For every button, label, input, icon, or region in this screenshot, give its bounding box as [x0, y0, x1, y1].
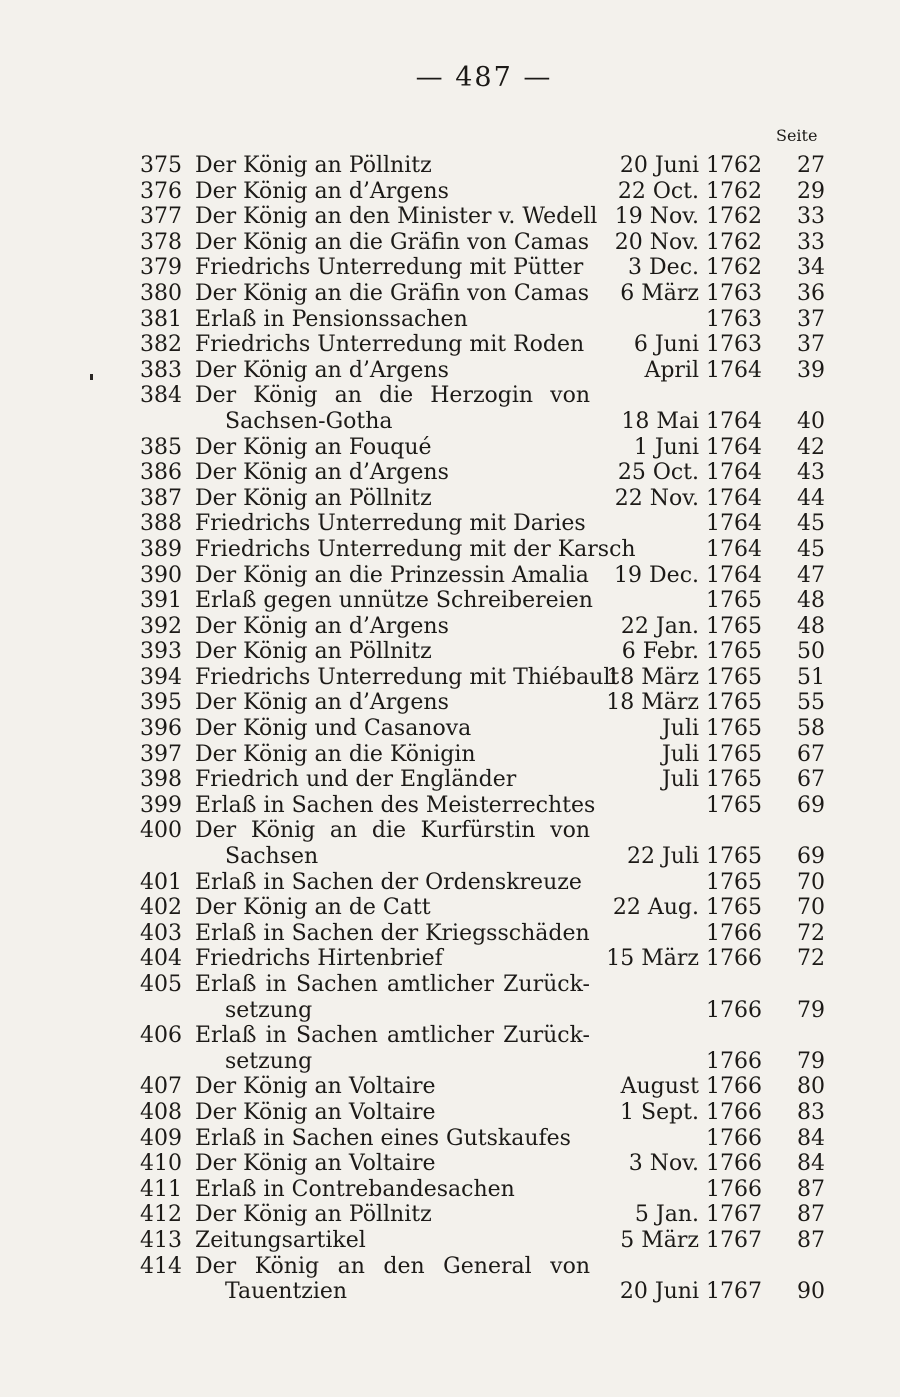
entry-title-continuation: setzung [225, 1048, 313, 1074]
entry-date: 1766 [706, 997, 762, 1023]
entry-number: 378 [140, 229, 182, 255]
entry-title-text: Erlaß in Contrebandesachen [195, 1176, 515, 1202]
entry-number: 410 [140, 1151, 182, 1177]
entry-title [195, 895, 595, 921]
entry-page-number: 80 [797, 1074, 825, 1100]
entry-page-number: 87 [797, 1176, 825, 1202]
entry-title-continuation: Sachsen-Gotha [225, 408, 393, 434]
entry-title-text: Der König an den Minister v. Wedell [195, 204, 598, 230]
toc-entry [140, 511, 840, 537]
entry-title-continuation: setzung [225, 997, 313, 1023]
entry-number: 400 [140, 818, 182, 844]
entry-number: 387 [140, 485, 182, 511]
entry-number: 402 [140, 895, 182, 921]
entry-title-text: Friedrichs Unterredung mit Roden [195, 332, 585, 358]
entry-date: 20 Juni 1762 [619, 153, 762, 178]
entry-date: 5 März 1767 [620, 1227, 762, 1253]
toc-entry [140, 1228, 840, 1254]
page-number: — 487 — [415, 62, 553, 93]
entry-title-text: Der König an Pöllnitz [195, 1202, 432, 1228]
entry-page-number: 69 [797, 844, 825, 870]
entry-title [195, 511, 595, 537]
entry-date: 25 Oct. 1764 [617, 460, 762, 486]
entry-date: 18 März 1765 [606, 690, 762, 716]
entry-date: 6 Juni 1763 [633, 332, 762, 358]
entry-title [195, 870, 595, 896]
toc-entry [140, 665, 840, 691]
entry-date: 1764 [706, 511, 762, 537]
entry-page-number: 83 [797, 1099, 825, 1125]
entry-title-text: Der König an die Kurfürstin von [195, 818, 590, 844]
entry-date: 19 Dec. 1764 [614, 562, 762, 588]
toc-entry [140, 281, 840, 307]
entry-date: 1 Juni 1764 [633, 434, 762, 460]
entry-page-number: 36 [797, 280, 825, 306]
entry-page-number: 48 [797, 588, 825, 614]
entry-page-number: 34 [797, 255, 825, 281]
entry-title [195, 716, 595, 742]
entry-title-text: Der König an de Catt [195, 895, 431, 921]
entry-date: Juli 1765 [661, 716, 762, 742]
entry-number: 396 [140, 716, 182, 742]
entry-date: Juli 1765 [661, 767, 762, 793]
entry-title-text: Friedrichs Hirtenbrief [195, 946, 443, 972]
entry-title-text: Der König an d’Argens [195, 690, 449, 716]
entry-date: 20 Nov. 1762 [614, 229, 762, 255]
entry-title-text: Friedrichs Unterredung mit Pütter [195, 255, 584, 281]
entry-date: 22 Juli 1765 [626, 844, 762, 870]
entry-date: 20 Juni 1767 [619, 1279, 762, 1305]
entry-title [195, 332, 595, 358]
entry-date: April 1764 [644, 357, 762, 383]
entry-page-number: 51 [797, 664, 825, 690]
entry-date: 5 Jan. 1767 [634, 1202, 762, 1228]
entry-page-number: 67 [797, 741, 825, 767]
entry-date: 19 Nov. 1762 [614, 204, 762, 230]
entry-page-number: 87 [797, 1202, 825, 1228]
toc-entry [140, 307, 840, 333]
toc-entry [140, 1177, 840, 1203]
entry-number: 395 [140, 690, 182, 716]
entry-title [195, 255, 595, 281]
toc-entry [140, 716, 840, 742]
entry-number: 406 [140, 1023, 182, 1049]
entry-page-number: 50 [797, 639, 825, 665]
entry-title-text: Der König an die Herzogin von [195, 383, 590, 409]
entry-page-number: 29 [797, 178, 825, 204]
entry-date: 3 Nov. 1766 [628, 1151, 762, 1177]
entry-title [195, 664, 620, 691]
toc-entry [140, 639, 840, 665]
entry-title-text: Friedrichs Unterredung mit der Karsch [195, 536, 636, 562]
entry-number: 384 [140, 383, 182, 409]
entry-title-text: Der König an Voltaire [195, 1099, 436, 1125]
toc-entry [140, 230, 840, 256]
toc-entry [140, 946, 840, 972]
entry-date: 22 Oct. 1762 [617, 178, 762, 204]
entry-title [195, 588, 595, 614]
entry-title-text: Der König an Pöllnitz [195, 639, 432, 665]
entry-page-number: 47 [797, 562, 825, 588]
entry-number: 383 [140, 357, 182, 383]
entry-page-number: 90 [797, 1279, 825, 1305]
entry-page-number: 42 [797, 434, 825, 460]
entry-title [195, 1151, 595, 1177]
entry-number: 397 [140, 741, 182, 767]
entry-date: 18 März 1765 [606, 664, 762, 690]
toc-entry [140, 1254, 840, 1305]
entry-number: 386 [140, 460, 182, 486]
entry-title-text: Erlaß in Sachen eines Gutskaufes [195, 1125, 571, 1151]
entry-title [195, 358, 595, 384]
entry-page-number: 72 [797, 920, 825, 946]
entry-title-text: Der König an d’Argens [195, 178, 449, 204]
entry-date: 1766 [706, 1176, 762, 1202]
entry-title [195, 767, 595, 793]
toc-entry [140, 460, 840, 486]
toc-entry [140, 1126, 840, 1152]
entry-page-number: 43 [797, 460, 825, 486]
entry-title [195, 1023, 590, 1074]
entry-title-continuation: Sachsen [225, 844, 319, 870]
entry-title-text: Erlaß in Sachen amtlicher Zurück- [195, 972, 590, 997]
entry-number: 414 [140, 1253, 182, 1279]
entry-title [195, 946, 595, 972]
margin-mark [90, 374, 93, 380]
entry-title-text: Erlaß in Sachen der Ordenskreuze [195, 869, 582, 895]
entry-title [195, 486, 595, 512]
entry-title [195, 230, 595, 256]
entry-date: August 1766 [620, 1074, 762, 1100]
entry-title-text: Erlaß in Pensionssachen [195, 306, 468, 332]
entry-title-text: Der König an den General von [195, 1253, 590, 1279]
entry-date: 3 Dec. 1762 [628, 255, 762, 281]
entry-title-text: Zeitungsartikel [195, 1227, 366, 1253]
entry-title [195, 1100, 595, 1126]
entry-page-number: 27 [797, 153, 825, 178]
entry-date: 1 Sept. 1766 [620, 1099, 762, 1125]
entry-number: 389 [140, 536, 182, 562]
entry-number: 408 [140, 1099, 182, 1125]
entry-title [195, 639, 595, 665]
entry-title-text: Der König an Pöllnitz [195, 153, 432, 178]
entry-title-text: Erlaß in Sachen des Meisterrechtes [195, 792, 596, 818]
entry-title [195, 1202, 595, 1228]
entry-title-text: Der König an d’Argens [195, 613, 449, 639]
entry-title-text: Der König und Casanova [195, 716, 472, 742]
entry-title [195, 536, 636, 563]
entry-number: 393 [140, 639, 182, 665]
entry-number: 391 [140, 588, 182, 614]
entry-page-number: 70 [797, 895, 825, 921]
entry-date: 6 Febr. 1765 [621, 639, 762, 665]
entry-title [195, 281, 595, 307]
entry-title [195, 1254, 590, 1305]
entry-number: 413 [140, 1227, 182, 1253]
entry-title [195, 563, 595, 589]
entry-date: 22 Nov. 1764 [614, 485, 762, 511]
entry-page-number: 72 [797, 946, 825, 972]
entry-number: 412 [140, 1202, 182, 1228]
toc-entry [140, 255, 840, 281]
entry-title-text: Der König an Voltaire [195, 1074, 436, 1100]
entry-number: 377 [140, 204, 182, 230]
entry-page-number: 45 [797, 511, 825, 537]
toc-entry [140, 435, 840, 461]
entry-title [195, 307, 595, 333]
table-of-contents [140, 153, 840, 1305]
toc-entry [140, 588, 840, 614]
entry-title [195, 1228, 595, 1254]
entry-title [195, 972, 590, 1023]
entry-page-number: 87 [797, 1227, 825, 1253]
entry-page-number: 84 [797, 1125, 825, 1151]
entry-title-text: Der König an die Prinzessin Amalia [195, 562, 589, 588]
toc-entry [140, 1202, 840, 1228]
entry-page-number: 84 [797, 1151, 825, 1177]
toc-entry [140, 153, 840, 179]
entry-number: 394 [140, 664, 182, 690]
entry-title-text: Friedrichs Unterredung mit Thiébault [195, 664, 620, 690]
entry-page-number: 79 [797, 997, 825, 1023]
entry-title-continuation: Tauentzien [225, 1279, 348, 1305]
entry-number: 399 [140, 792, 182, 818]
entry-page-number: 33 [797, 229, 825, 255]
entry-title-text: Der König an Voltaire [195, 1151, 436, 1177]
entry-title-text: Der König an die Gräfin von Camas [195, 229, 590, 255]
entry-title-text: Der König an die Gräfin von Camas [195, 280, 590, 306]
toc-entry [140, 332, 840, 358]
entry-title-text: Erlaß in Sachen der Kriegsschäden [195, 920, 590, 946]
entry-title [195, 1126, 595, 1152]
toc-entry [140, 1023, 840, 1074]
entry-title-text: Erlaß gegen unnütze Schreibereien [195, 588, 593, 614]
toc-entry [140, 818, 840, 869]
toc-entry [140, 742, 840, 768]
entry-title-text: Der König an Fouqué [195, 434, 432, 460]
entry-number: 398 [140, 767, 182, 793]
entry-date: Juli 1765 [661, 741, 762, 767]
entry-number: 388 [140, 511, 182, 537]
entry-title [195, 460, 595, 486]
toc-entry [140, 921, 840, 947]
entry-date: 1764 [706, 536, 762, 562]
entry-page-number: 45 [797, 536, 825, 562]
entry-number: 403 [140, 920, 182, 946]
toc-entry [140, 767, 840, 793]
entry-title [195, 921, 595, 947]
entry-page-number: 55 [797, 690, 825, 716]
entry-page-number: 79 [797, 1048, 825, 1074]
entry-page-number: 40 [797, 408, 825, 434]
toc-entry [140, 537, 840, 563]
toc-entry [140, 1100, 840, 1126]
toc-entry [140, 1151, 840, 1177]
entry-date: 22 Aug. 1765 [612, 895, 762, 921]
entry-page-number: 48 [797, 613, 825, 639]
entry-page-number: 70 [797, 869, 825, 895]
entry-date: 1765 [706, 869, 762, 895]
entry-page-number: 37 [797, 306, 825, 332]
entry-title-text: Erlaß in Sachen amtlicher Zurück- [195, 1023, 590, 1049]
entry-title-text: Der König an d’Argens [195, 460, 449, 486]
entry-title [195, 614, 595, 640]
toc-entry [140, 614, 840, 640]
entry-title [195, 179, 595, 205]
entry-title-text: Der König an d’Argens [195, 357, 449, 383]
entry-title [195, 435, 595, 461]
toc-entry [140, 204, 840, 230]
entry-title [195, 690, 595, 716]
entry-number: 385 [140, 434, 182, 460]
entry-number: 409 [140, 1125, 182, 1151]
entry-title [195, 1074, 595, 1100]
entry-date: 6 März 1763 [620, 280, 762, 306]
entry-date: 1765 [706, 588, 762, 614]
toc-entry [140, 563, 840, 589]
entry-title [195, 1177, 595, 1203]
entry-title [195, 383, 590, 434]
toc-entry [140, 870, 840, 896]
toc-entry [140, 486, 840, 512]
entry-title [195, 742, 595, 768]
entry-title [195, 204, 598, 230]
toc-entry [140, 179, 840, 205]
toc-entry [140, 793, 840, 819]
entry-title-text: Der König an die Königin [195, 741, 476, 767]
entry-number: 381 [140, 306, 182, 332]
page-column-heading: Seite [776, 126, 818, 145]
toc-entry [140, 972, 840, 1023]
entry-number: 392 [140, 613, 182, 639]
toc-entry [140, 895, 840, 921]
entry-title-text: Friedrich und der Engländer [195, 767, 517, 793]
entry-title [195, 818, 590, 869]
entry-page-number: 58 [797, 716, 825, 742]
toc-entry [140, 358, 840, 384]
entry-number: 380 [140, 280, 182, 306]
entry-number: 376 [140, 178, 182, 204]
entry-number: 401 [140, 869, 182, 895]
entry-date: 22 Jan. 1765 [620, 613, 762, 639]
toc-entry [140, 690, 840, 716]
entry-date: 1765 [706, 792, 762, 818]
entry-number: 404 [140, 946, 182, 972]
toc-entry [140, 1074, 840, 1100]
entry-page-number: 69 [797, 792, 825, 818]
entry-title-text: Friedrichs Unterredung mit Daries [195, 511, 586, 537]
entry-title [195, 793, 595, 819]
entry-date: 15 März 1766 [606, 946, 762, 972]
entry-date: 18 Mai 1764 [621, 408, 762, 434]
entry-page-number: 33 [797, 204, 825, 230]
entry-number: 390 [140, 562, 182, 588]
entry-number: 379 [140, 255, 182, 281]
entry-page-number: 37 [797, 332, 825, 358]
entry-title [195, 153, 595, 179]
toc-entry [140, 383, 840, 434]
entry-number: 405 [140, 972, 182, 997]
entry-page-number: 39 [797, 357, 825, 383]
entry-page-number: 44 [797, 485, 825, 511]
entry-number: 407 [140, 1074, 182, 1100]
entry-date: 1766 [706, 1048, 762, 1074]
entry-date: 1763 [706, 306, 762, 332]
entry-number: 375 [140, 153, 182, 178]
entry-page-number: 67 [797, 767, 825, 793]
entry-date: 1766 [706, 1125, 762, 1151]
entry-title-text: Der König an Pöllnitz [195, 485, 432, 511]
entry-number: 382 [140, 332, 182, 358]
entry-date: 1766 [706, 920, 762, 946]
entry-number: 411 [140, 1176, 182, 1202]
